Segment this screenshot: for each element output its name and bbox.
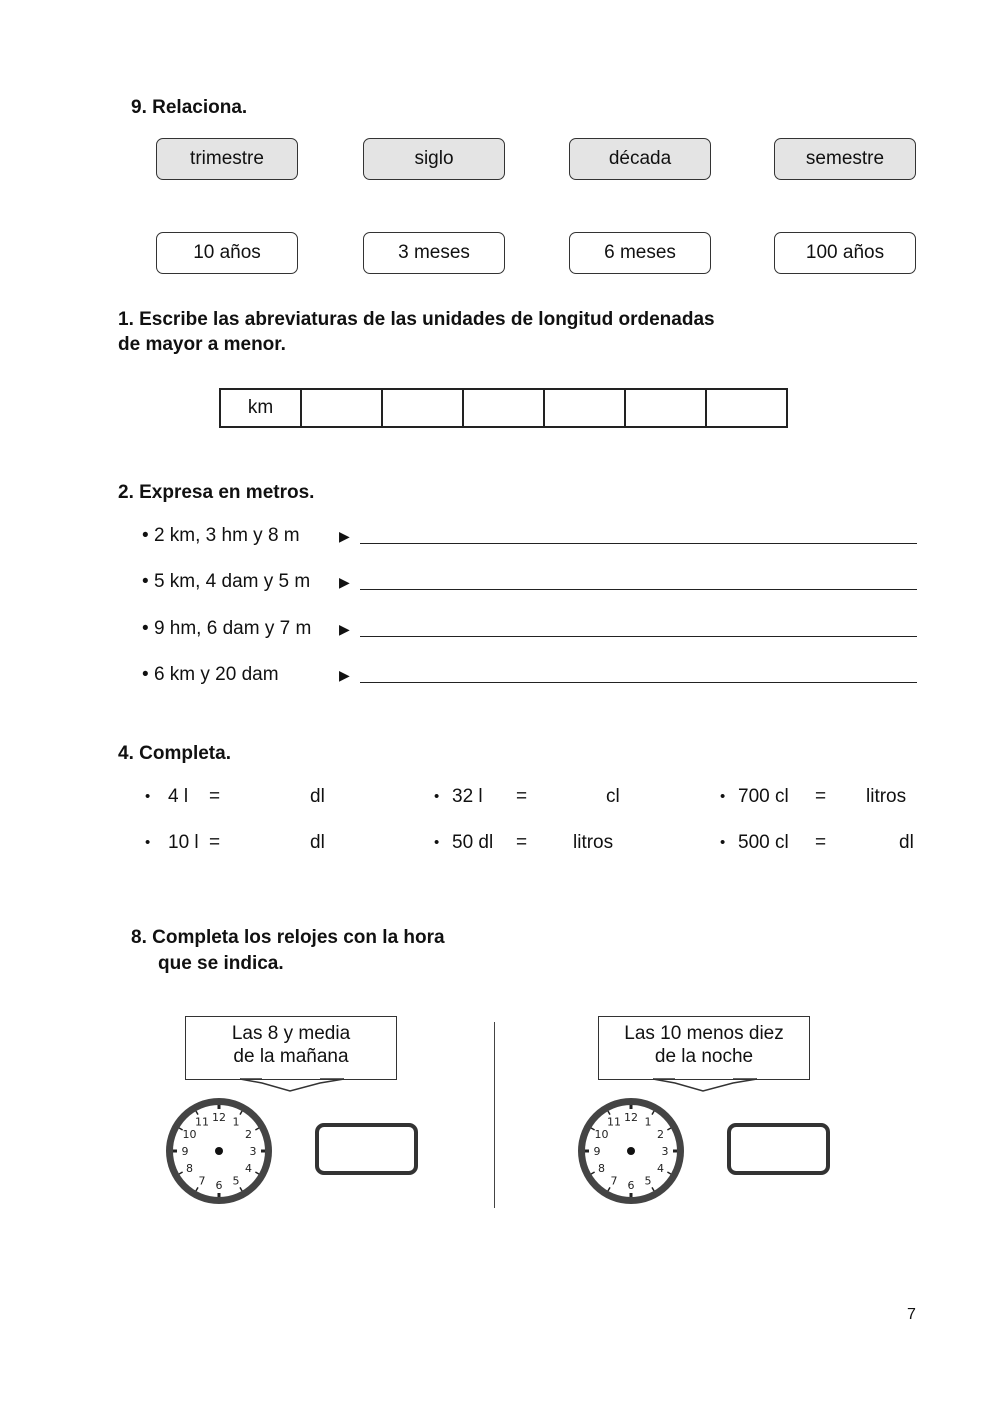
units-cell[interactable] <box>625 389 706 427</box>
ex4-value: 700 cl <box>738 786 789 807</box>
clock-number: 4 <box>656 1162 664 1175</box>
time-answer-box[interactable] <box>727 1123 830 1175</box>
play-arrow-icon: ▶ <box>339 574 350 590</box>
page-number: 7 <box>907 1306 916 1323</box>
clock-face-icon[interactable] <box>574 1094 688 1208</box>
bullet: • <box>145 834 151 851</box>
clock-number: 5 <box>232 1174 240 1188</box>
ex4-equals: = <box>209 786 221 807</box>
match-bottom-3-meses[interactable]: 3 meses <box>363 232 505 274</box>
clock-number: 2 <box>244 1128 252 1141</box>
ex4-value: 4 l <box>168 786 189 807</box>
units-cell[interactable] <box>463 389 544 427</box>
clock-caption-left <box>185 1016 397 1080</box>
answer-line[interactable] <box>360 682 917 683</box>
ex1-title-line1: 1. Escribe las abreviaturas de las unidades de longitud ordenadas <box>118 309 715 330</box>
clock-number: 1 <box>644 1115 652 1129</box>
units-table <box>219 388 788 428</box>
caption-line: Las 10 menos diez <box>624 1023 784 1044</box>
answer-line[interactable] <box>360 636 917 637</box>
clock-caption-right <box>598 1016 810 1080</box>
ex2-item: • 9 hm, 6 dam y 7 m <box>142 618 312 639</box>
match-top-semestre[interactable]: semestre <box>774 138 916 180</box>
ex2-item-text: 5 km, 4 dam y 5 m <box>153 571 311 592</box>
ex4-equals: = <box>516 832 528 853</box>
ex4-value: 500 cl <box>738 832 789 853</box>
time-answer-box[interactable] <box>315 1123 418 1175</box>
ex1-title-line2: de mayor a menor. <box>118 334 286 355</box>
answer-line[interactable] <box>360 543 917 544</box>
clock-face-icon[interactable] <box>162 1094 276 1208</box>
units-cell[interactable] <box>544 389 625 427</box>
clock-number: 11 <box>607 1115 621 1129</box>
ex4-equals: = <box>209 832 221 853</box>
units-cell[interactable]: km <box>220 389 301 427</box>
match-bottom-100-anos[interactable]: 100 años <box>774 232 916 274</box>
clock-number: 8 <box>598 1162 606 1175</box>
ex8-title-line1: 8. Completa los relojes con la hora <box>131 927 445 948</box>
clock-number: 9 <box>181 1145 189 1158</box>
clock-number: 1 <box>232 1115 240 1129</box>
clock-number: 6 <box>627 1179 635 1192</box>
ex4-value: 10 l <box>168 832 199 853</box>
bullet: • <box>434 788 440 805</box>
clock-number: 12 <box>212 1111 226 1124</box>
bullet: • <box>720 788 726 805</box>
ex4-unit: dl <box>899 832 914 853</box>
units-cell[interactable] <box>301 389 382 427</box>
caption-line: Las 8 y media <box>231 1023 351 1044</box>
clock-number: 10 <box>594 1128 609 1141</box>
clock-number: 6 <box>215 1179 223 1192</box>
ex4-unit: litros <box>866 786 907 807</box>
play-arrow-icon: ▶ <box>339 621 350 637</box>
bullet: • <box>434 834 440 851</box>
ex9-title: 9. Relaciona. <box>131 97 248 118</box>
ex4-equals: = <box>815 832 827 853</box>
ex2-item-text: 9 hm, 6 dam y 7 m <box>153 618 312 639</box>
divider <box>494 1022 495 1208</box>
ex4-unit: dl <box>310 832 325 853</box>
ex2-item: • 6 km y 20 dam <box>142 664 279 685</box>
callout-pointer-icon <box>643 1078 773 1094</box>
ex2-title: 2. Expresa en metros. <box>118 482 315 503</box>
ex4-unit: litros <box>573 832 614 853</box>
callout-pointer-icon <box>230 1078 360 1094</box>
clock-number: 7 <box>198 1174 206 1188</box>
caption-line: de la noche <box>654 1046 754 1067</box>
ex4-unit: dl <box>310 786 325 807</box>
units-cell[interactable] <box>382 389 463 427</box>
ex2-item: • 5 km, 4 dam y 5 m <box>142 571 311 592</box>
ex4-value: 50 dl <box>452 832 494 853</box>
match-top-trimestre[interactable]: trimestre <box>156 138 298 180</box>
play-arrow-icon: ▶ <box>339 667 350 683</box>
ex2-item: • 2 km, 3 hm y 8 m <box>142 525 300 546</box>
clock-number: 10 <box>182 1128 197 1141</box>
clock-number: 3 <box>661 1145 669 1158</box>
ex8-title-line2: que se indica. <box>158 953 284 974</box>
ex2-item-text: 2 km, 3 hm y 8 m <box>153 525 300 546</box>
clock-number: 11 <box>195 1115 209 1129</box>
clock-number: 7 <box>610 1174 618 1188</box>
ex2-item-text: 6 km y 20 dam <box>153 664 279 685</box>
match-bottom-6-meses[interactable]: 6 meses <box>569 232 711 274</box>
clock-number: 3 <box>249 1145 257 1158</box>
bullet: • <box>720 834 726 851</box>
ex4-equals: = <box>815 786 827 807</box>
match-top-decada[interactable]: década <box>569 138 711 180</box>
clock-number: 12 <box>624 1111 638 1124</box>
answer-line[interactable] <box>360 589 917 590</box>
match-top-siglo[interactable]: siglo <box>363 138 505 180</box>
ex4-unit: cl <box>606 786 620 807</box>
match-bottom-10-anos[interactable]: 10 años <box>156 232 298 274</box>
ex4-equals: = <box>516 786 528 807</box>
ex4-value: 32 l <box>452 786 483 807</box>
clock-number: 8 <box>186 1162 194 1175</box>
play-arrow-icon: ▶ <box>339 528 350 544</box>
clock-number: 4 <box>244 1162 252 1175</box>
bullet: • <box>145 788 151 805</box>
caption-line: de la mañana <box>233 1046 349 1067</box>
clock-number: 5 <box>644 1174 652 1188</box>
units-cell[interactable] <box>706 389 787 427</box>
ex4-title: 4. Completa. <box>118 743 231 764</box>
clock-number: 2 <box>656 1128 664 1141</box>
clock-number: 9 <box>593 1145 601 1158</box>
